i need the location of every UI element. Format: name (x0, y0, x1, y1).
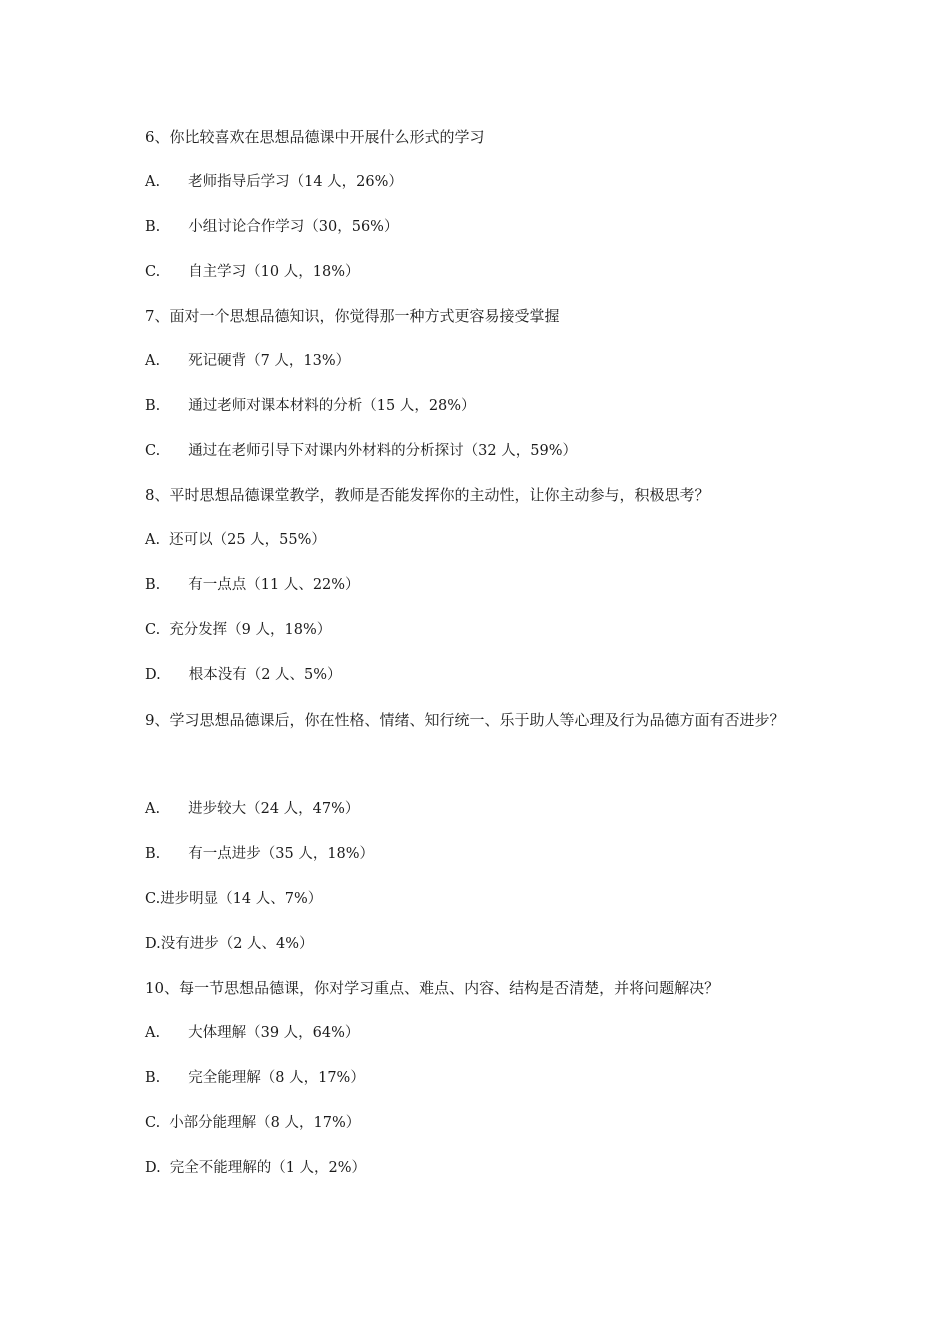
option-text: 小组讨论合作学习（30，56%） (188, 219, 399, 235)
option-letter: C. (145, 264, 161, 280)
question-10: 10、每一节思想品德课，你对学习重点、难点、内容、结构是否清楚，并将问题解决？ (145, 979, 720, 997)
option-letter: B. (145, 398, 161, 414)
q8-option-c (145, 620, 331, 640)
option-letter: C. (145, 622, 161, 638)
q6-option-c (145, 262, 359, 282)
option-letter: B. (145, 1070, 161, 1086)
option-letter: D. (145, 667, 161, 683)
option-letter: A. (145, 532, 161, 548)
option-text: 通过老师对课本材料的分析（15 人，28%） (188, 398, 476, 414)
option-text: 老师指导后学习（14 人，26%） (188, 174, 403, 190)
option-text: 小部分能理解（8 人，17%） (169, 1115, 361, 1131)
q10-option-b (145, 1068, 365, 1088)
q10-option-a (145, 1023, 359, 1043)
option-letter: C. (145, 891, 161, 907)
q7-option-c (145, 441, 577, 461)
option-text: 有一点进步（35 人，18%） (188, 846, 375, 862)
question-7: 7、面对一个思想品德知识，你觉得那一种方式更容易接受掌握 (145, 307, 560, 325)
option-letter: B. (145, 577, 161, 593)
q7-option-a (145, 351, 350, 371)
option-letter: C. (145, 443, 161, 459)
option-letter: D. (145, 1160, 161, 1176)
option-text: 死记硬背（7 人，13%） (188, 353, 351, 369)
option-letter: B. (145, 219, 161, 235)
q8-option-d (145, 665, 342, 685)
option-letter: A. (145, 1025, 161, 1041)
q10-option-d (145, 1158, 366, 1178)
option-letter: C. (145, 1115, 161, 1131)
option-letter: D. (145, 936, 161, 952)
option-text: 自主学习（10 人，18%） (188, 264, 360, 280)
option-text: 完全不能理解的（1 人，2%） (169, 1160, 367, 1176)
option-text: 进步较大（24 人，47%） (188, 801, 360, 817)
option-text: 大体理解（39 人，64%） (188, 1025, 360, 1041)
q8-option-b (145, 575, 360, 595)
question-8: 8、平时思想品德课堂教学，教师是否能发挥你的主动性，让你主动参与，积极思考？ (145, 486, 710, 504)
q8-option-a (145, 530, 326, 550)
option-letter: B. (145, 846, 161, 862)
q10-option-c (145, 1113, 360, 1133)
question-6: 6、你比较喜欢在思想品德课中开展什么形式的学习 (145, 128, 485, 146)
q9-option-a (145, 799, 359, 819)
option-text: 充分发挥（9 人，18%） (169, 622, 332, 638)
q9-option-b (145, 844, 374, 864)
q6-option-a (145, 172, 403, 192)
option-text: 没有进步（2 人、4%） (160, 936, 314, 952)
option-text: 根本没有（2 人、5%） (188, 667, 342, 683)
option-letter: A. (145, 174, 161, 190)
question-9: 9、学习思想品德课后，你在性格、情绪、知行统一、乐于助人等心理及行为品德方面有否进步？ (145, 711, 785, 729)
q6-option-b (145, 217, 398, 237)
option-text: 还可以（25 人，55%） (169, 532, 326, 548)
q9-option-c (145, 889, 322, 909)
option-letter: A. (145, 353, 161, 369)
option-text: 通过在老师引导下对课内外材料的分析探讨（32 人，59%） (188, 443, 577, 459)
option-text: 有一点点（11 人、22%） (188, 577, 360, 593)
option-letter: A. (145, 801, 161, 817)
option-text: 进步明显（14 人、7%） (160, 891, 323, 907)
option-text: 完全能理解（8 人，17%） (188, 1070, 365, 1086)
q7-option-b (145, 396, 476, 416)
q9-option-d (145, 934, 314, 954)
